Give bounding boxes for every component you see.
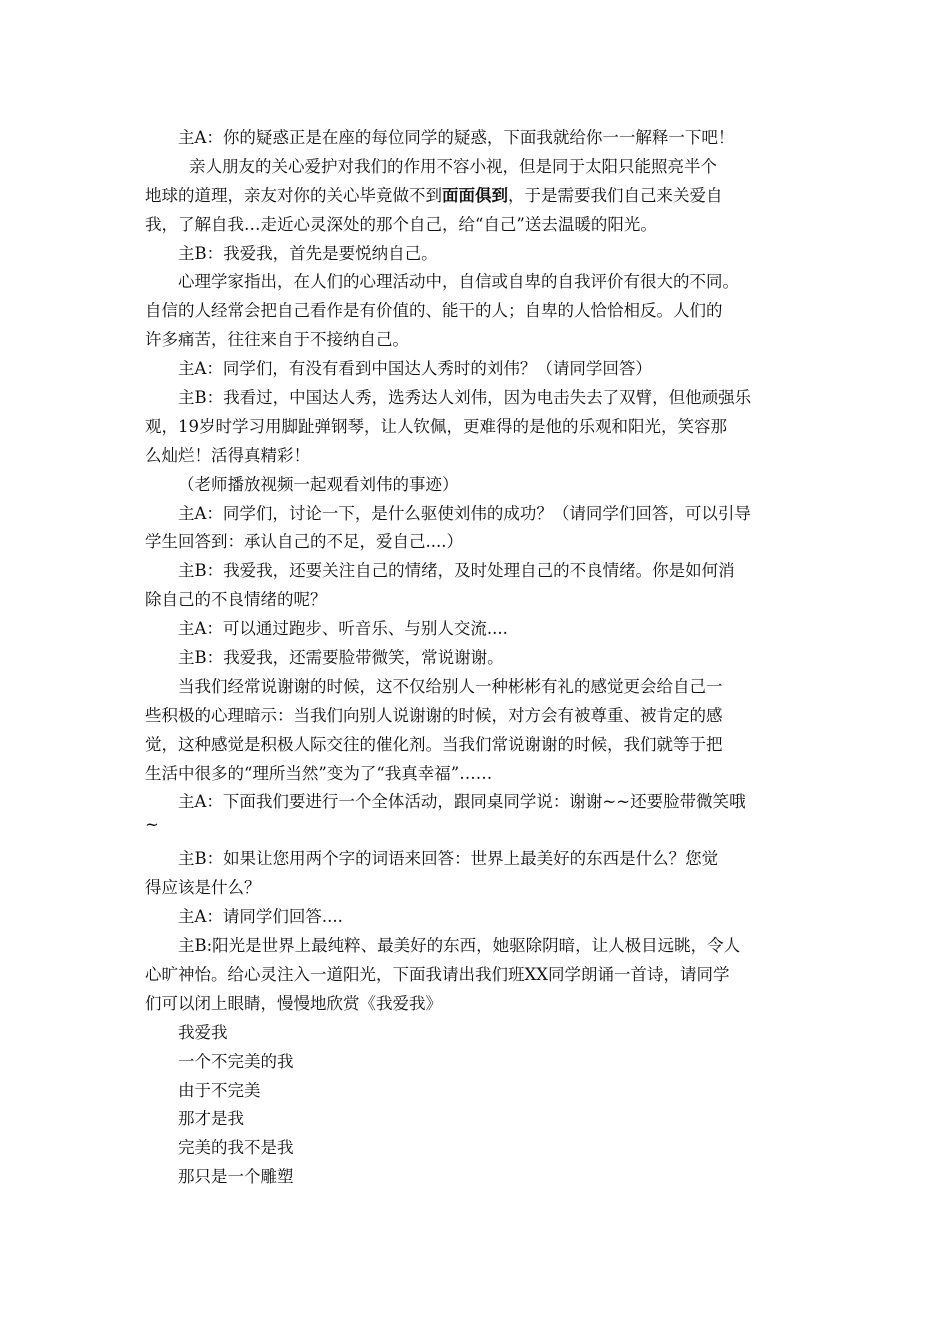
dialogue-line: 主B：我爱我，还需要脸带微笑，常说谢谢。	[178, 648, 504, 668]
spacer	[145, 833, 809, 845]
dialogue-line: 主B：我看过，中国达人秀，选秀达人刘伟，因为电击失去了双臂，但他顽强乐	[178, 388, 752, 408]
paragraph-line: 除自己的不良情绪的呢？	[145, 590, 327, 610]
paragraph-line: 么灿烂！活得真精彩！	[145, 445, 310, 465]
paragraph-line: 许多痛苦，往往来自于不接纳自己。	[145, 330, 409, 350]
dialogue-line: 主A：同学们，有没有看到中国达人秀时的刘伟？（请同学回答）	[178, 359, 652, 379]
poem-line: 由于不完美	[178, 1080, 261, 1100]
paragraph-line: 当我们经常说谢谢的时候，这不仅给别人一种彬彬有礼的感觉更会给自己一	[178, 676, 723, 696]
poem-line: 那只是一个雕塑	[178, 1167, 294, 1187]
bold-emphasis: 面面俱到	[442, 185, 508, 205]
paragraph-line: 得应该是什么？	[145, 878, 261, 898]
paragraph-line: ~	[145, 815, 159, 835]
dialogue-line: 主A：可以通过跑步、听音乐、与别人交流....	[178, 619, 508, 639]
poem-line: 完美的我不是我	[178, 1138, 294, 1158]
poem-line: 一个不完美的我	[178, 1051, 294, 1071]
paragraph-line: 我，了解自我…走近心灵深处的那个自己，给“自己”送去温暖的阳光。	[145, 214, 657, 234]
paragraph-line: 学生回答到：承认自己的不足，爱自己....）	[145, 532, 463, 552]
poem	[145, 1019, 809, 1192]
paragraph-line	[145, 182, 809, 211]
paragraph-line: 生活中很多的“理所当然”变为了“我真幸福”……	[145, 763, 493, 783]
paragraph-line: 心旷神怡。给心灵注入一道阳光，下面我请出我们班XX同学朗诵一首诗，请同学	[145, 964, 730, 984]
paragraph-line: 觉，这种感觉是积极人际交往的催化剂。当我们常说谢谢的时候，我们就等于把	[145, 734, 723, 754]
dialogue-line: 主A：同学们，讨论一下，是什么驱使刘伟的成功？（请同学们回答，可以引导	[178, 503, 751, 523]
paragraph-text: ，于是需要我们自己来关爱自	[508, 185, 723, 205]
paragraph-line: 自信的人经常会把自己看作是有价值的、能干的人；自卑的人恰恰相反。人们的	[145, 301, 723, 321]
paragraph-line: 亲人朋友的关心爱护对我们的作用不容小视，但是同于太阳只能照亮半个	[189, 156, 717, 176]
poem-line: 那才是我	[178, 1109, 244, 1129]
poem-line: 我爱我	[178, 1022, 228, 1042]
paragraph-text: 地球的道理，亲友对你的关心毕竟做不到	[145, 185, 442, 205]
dialogue-line: 主A：请同学们回答....	[178, 907, 343, 927]
paragraph-line: 心理学家指出，在人们的心理活动中，自信或自卑的自我评价有很大的不同。	[178, 272, 739, 292]
paragraph-line: 们可以闭上眼睛，慢慢地欣赏《我爱我》	[145, 993, 442, 1013]
dialogue-line: 主B:阳光是世界上最纯粹、最美好的东西，她驱除阴暗，让人极目远眺，令人	[178, 936, 741, 956]
paragraph-line: 观，19岁时学习用脚趾弹钢琴，让人钦佩，更难得的是他的乐观和阳光，笑容那	[145, 416, 727, 436]
dialogue-line: 主A：你的疑惑正是在座的每位同学的疑惑，下面我就给你一一解释一下吧！	[178, 128, 735, 147]
dialogue-line: 主A：下面我们要进行一个全体活动，跟同桌同学说：谢谢~~还要脸带微笑哦	[178, 792, 746, 812]
dialogue-line: 主B：我爱我，首先是要悦纳自己。	[178, 243, 438, 263]
document-page	[145, 124, 809, 1192]
dialogue-line: 主B：我爱我，还要关注自己的情绪，及时处理自己的不良情绪。你是如何消	[178, 561, 735, 581]
stage-direction: （老师播放视频一起观看刘伟的事迹）	[178, 474, 459, 494]
paragraph-line: 些积极的心理暗示：当我们向别人说谢谢的时候，对方会有被尊重、被肯定的感	[145, 705, 723, 725]
dialogue-line: 主B：如果让您用两个字的词语来回答：世界上最美好的东西是什么？您觉	[178, 849, 719, 869]
